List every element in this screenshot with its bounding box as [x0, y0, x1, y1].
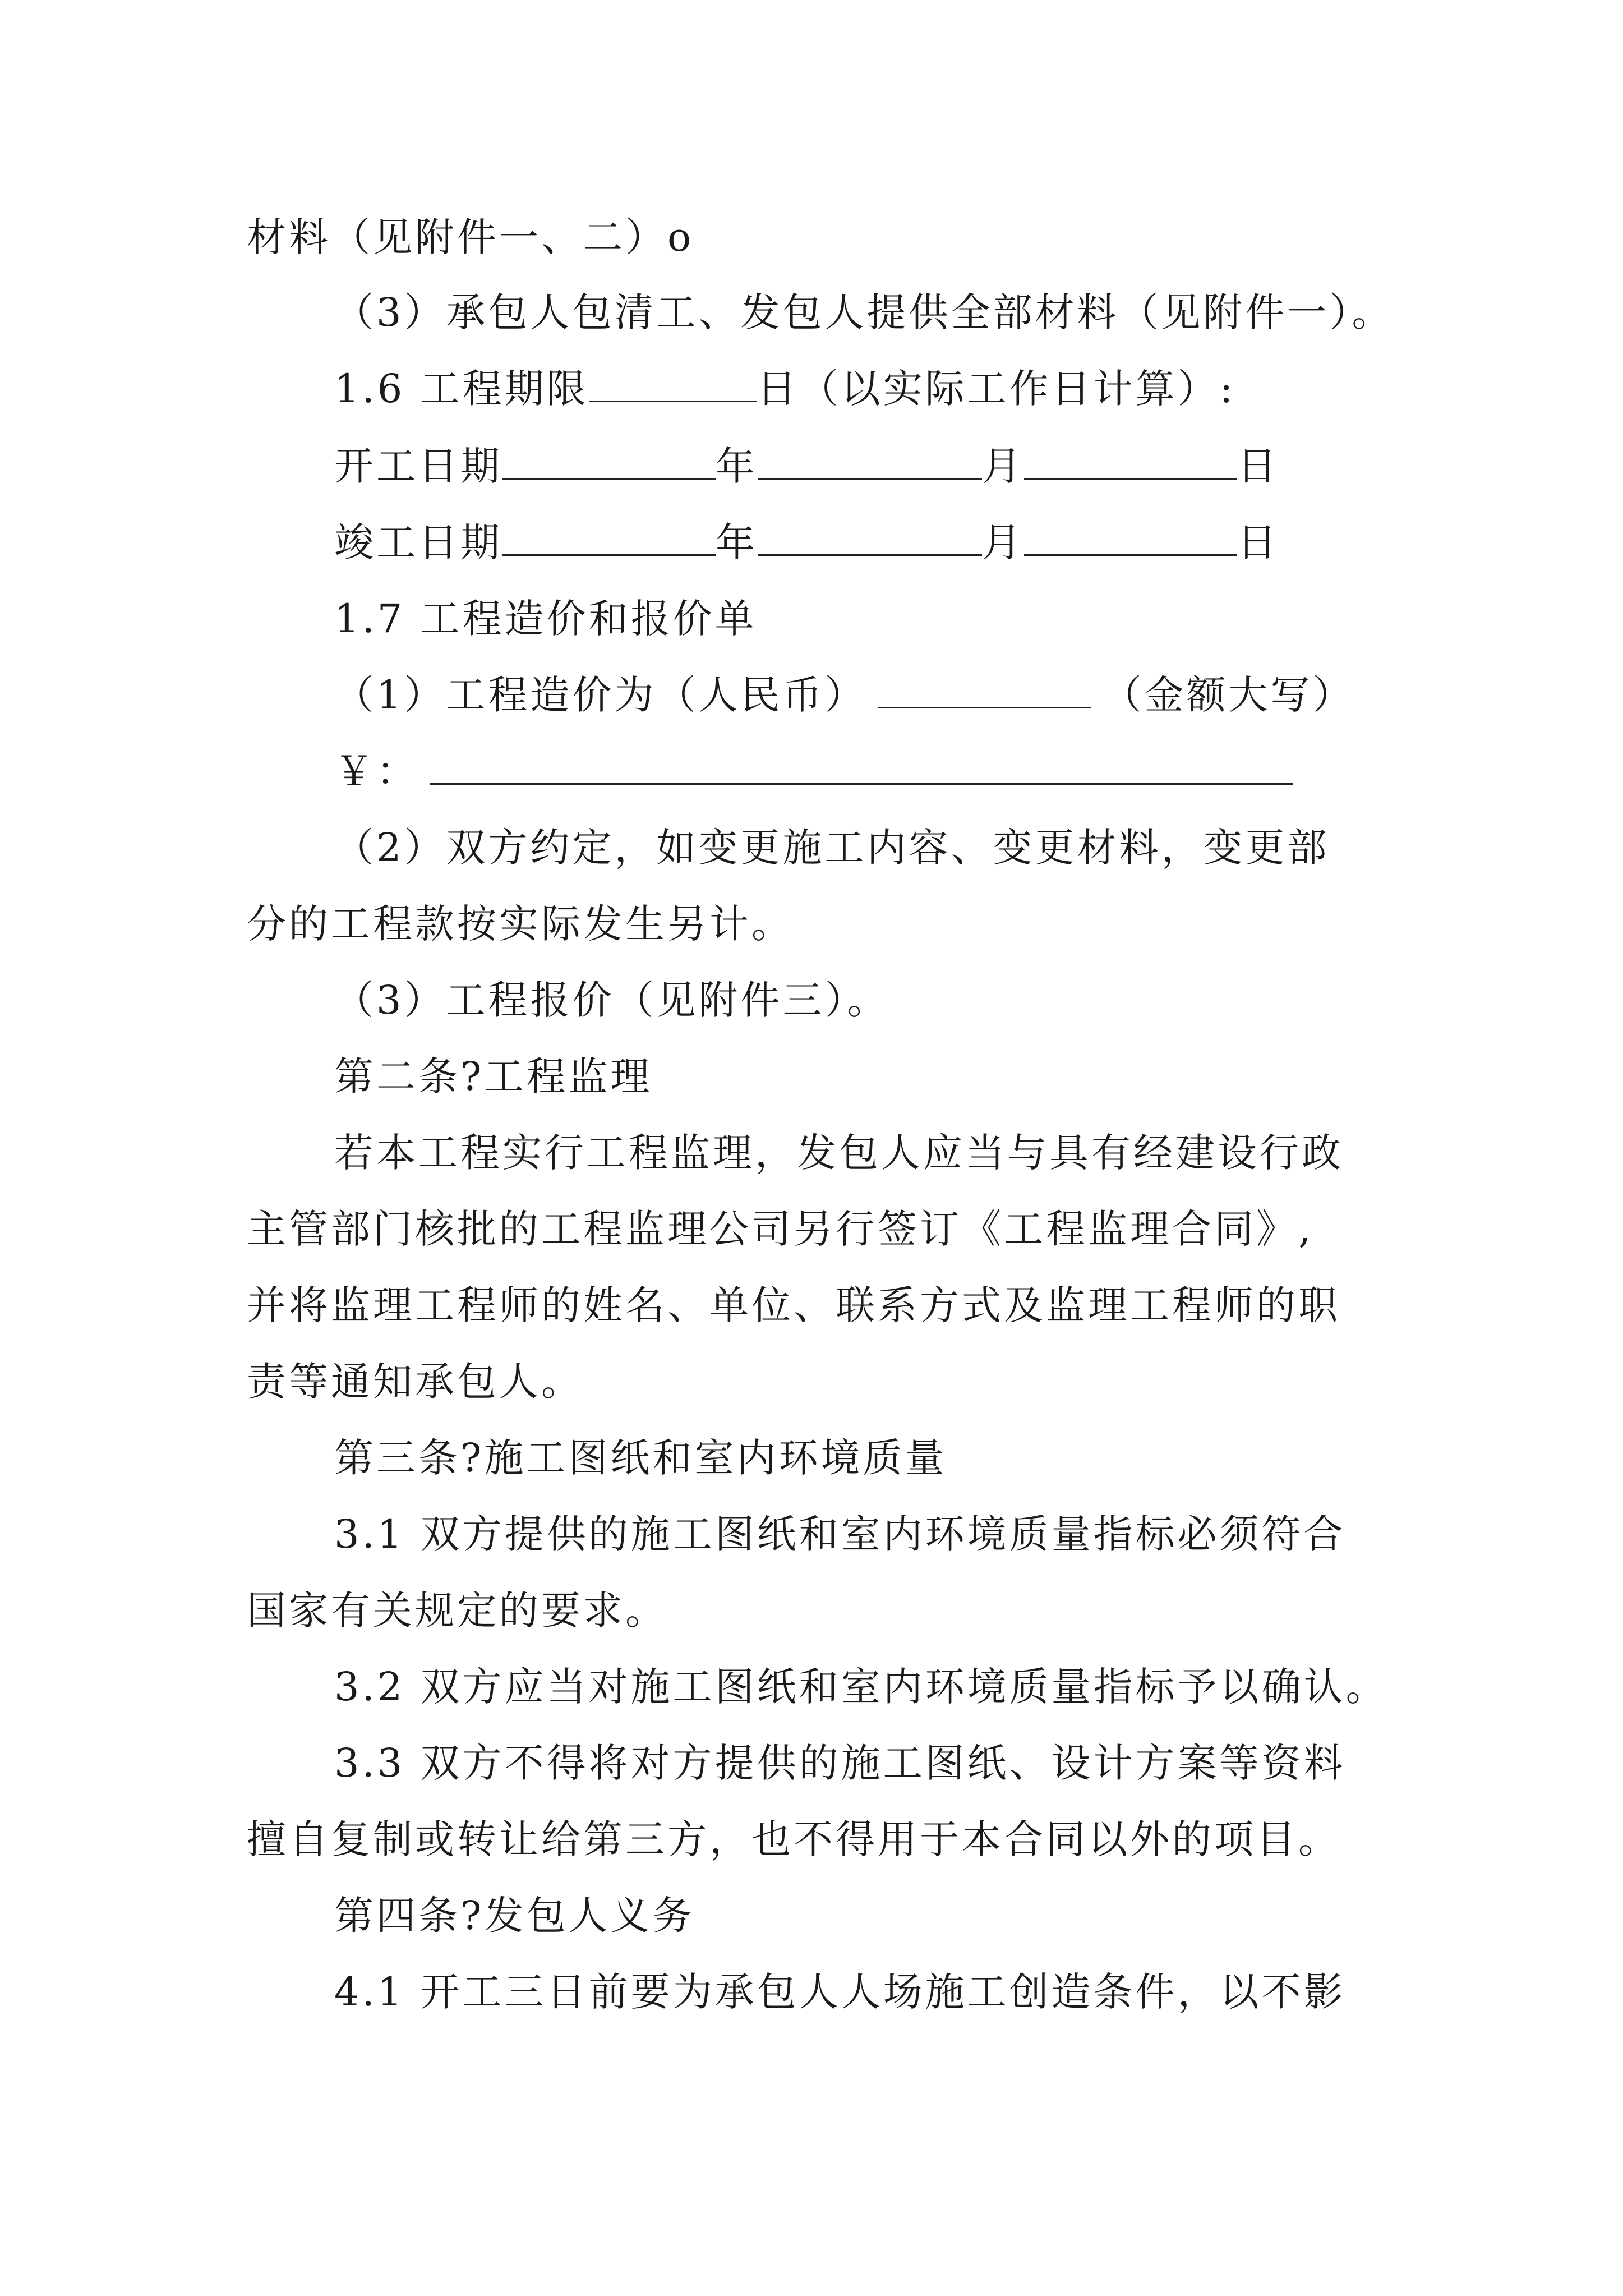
completion-date-line	[334, 517, 1279, 568]
duration-label: 1.6 工程期限	[334, 366, 589, 412]
text-line: 分的工程款按实际发生另计。	[247, 901, 794, 947]
amount-line	[334, 746, 1293, 797]
price-label: （1）工程造价为（人民币）	[334, 672, 867, 718]
completion-year-blank	[502, 519, 716, 556]
text-line: 3.1 双方提供的施工图纸和室内环境质量指标必须符合	[334, 1511, 1346, 1557]
text-line: （3）工程报价（见附件三）。	[334, 977, 889, 1023]
amount-blank	[430, 748, 1293, 785]
start-year-blank	[502, 443, 716, 480]
section-heading: 第二条?工程监理	[334, 1053, 653, 1099]
text-line: （2）双方约定，如变更施工内容、变更材料，变更部	[334, 825, 1330, 871]
text-line: 3.2 双方应当对施工图纸和室内环境质量指标予以确认。	[334, 1664, 1388, 1710]
text-line: 主管部门核批的工程监理公司另行签订《工程监理合同》,	[247, 1206, 1314, 1252]
start-date-label: 开工日期	[334, 443, 502, 489]
section-heading: 第三条?施工图纸和室内环境质量	[334, 1435, 947, 1481]
text-line: 4.1 开工三日前要为承包人人场施工创造条件，以不影	[334, 1969, 1346, 2015]
price-suffix: （金额大写）	[1102, 672, 1355, 718]
duration-blank	[589, 366, 757, 402]
contract-price-line	[334, 670, 1355, 720]
month-label: 月	[982, 443, 1024, 489]
text-line: 材料（见附件一、二）o	[247, 214, 694, 260]
text-line: 国家有关规定的要求。	[247, 1588, 667, 1634]
completion-day-blank	[1024, 519, 1237, 556]
section-heading: 第四条?发包人义务	[334, 1893, 695, 1939]
start-date-line	[334, 441, 1279, 491]
text-line: 并将监理工程师的姓名、单位、联系方式及监理工程师的职	[247, 1282, 1340, 1328]
text-line: 责等通知承包人。	[247, 1359, 583, 1405]
day-label: 日	[1237, 443, 1279, 489]
price-blank	[878, 672, 1091, 708]
text-line: 3.3 双方不得将对方提供的施工图纸、设计方案等资料	[334, 1740, 1346, 1786]
start-day-blank	[1024, 443, 1237, 480]
text-line: 1.7 工程造价和报价单	[334, 596, 757, 642]
day-label: 日	[1237, 519, 1279, 565]
start-month-blank	[758, 443, 982, 480]
year-label: 年	[716, 443, 758, 489]
project-duration-line	[334, 364, 1235, 414]
completion-date-label: 竣工日期	[334, 519, 502, 565]
duration-suffix: 日（以实际工作日计算）:	[757, 366, 1236, 412]
text-line: 若本工程实行工程监理，发包人应当与具有经建设行政	[334, 1130, 1344, 1176]
year-label: 年	[716, 519, 758, 565]
yuan-label: ￥：	[334, 748, 418, 794]
completion-month-blank	[758, 519, 982, 556]
text-line: （3）承包人包清工、发包人提供全部材料（见附件一）。	[334, 289, 1394, 335]
text-line: 擅自复制或转让给第三方，也不得用于本合同以外的项目。	[247, 1816, 1340, 1862]
month-label: 月	[982, 519, 1024, 565]
